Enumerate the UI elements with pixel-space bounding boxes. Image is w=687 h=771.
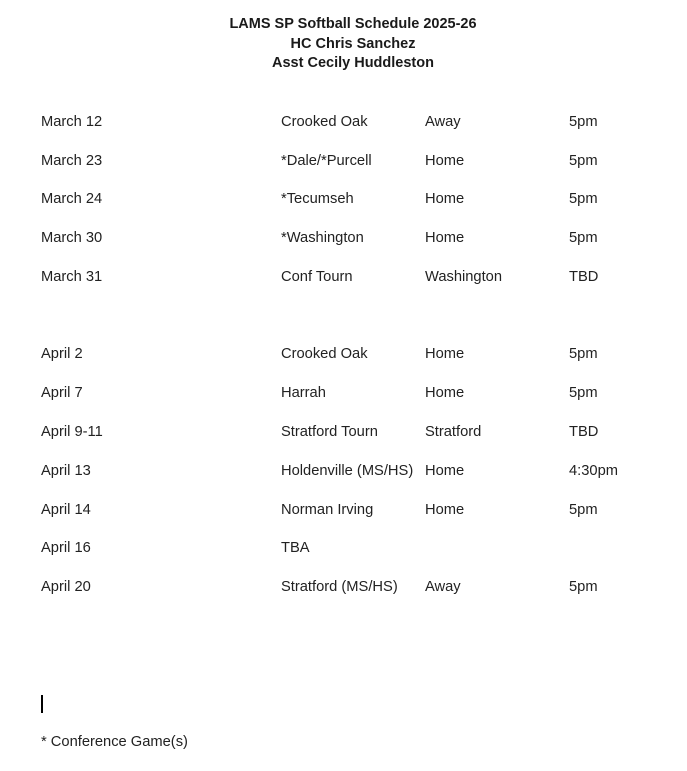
game-location: Home [425,385,465,401]
game-location: Home [425,346,465,362]
game-date: April 9-11 [41,424,103,440]
schedule-row [0,538,687,558]
game-opponent: Stratford (MS/HS) [281,579,398,595]
schedule-row [0,422,687,442]
game-date: March 12 [41,114,103,130]
schedule-row [0,500,687,520]
game-opponent: *Tecumseh [281,191,354,207]
game-opponent: Harrah [281,385,326,401]
game-date: April 16 [41,540,91,556]
schedule-row [0,151,687,171]
schedule-row [0,577,687,597]
game-location: Away [425,579,461,595]
game-date: March 31 [41,269,103,285]
schedule-header [0,15,687,74]
game-location: Washington [425,269,503,285]
schedule-row [0,383,687,403]
schedule-title: LAMS SP Softball Schedule 2025-26 [229,16,477,32]
game-date: April 14 [41,502,91,518]
game-location: Away [425,114,461,130]
game-opponent: Holdenville (MS/HS) [281,463,414,479]
game-location: Home [425,502,465,518]
game-time: 5pm [569,191,598,207]
schedule-row [0,267,687,287]
game-time: 5pm [569,579,598,595]
schedule-row [0,344,687,364]
schedule-row [0,228,687,248]
game-location: Home [425,191,465,207]
game-date: April 20 [41,579,91,595]
schedule-row [0,461,687,481]
game-time: 5pm [569,502,598,518]
head-coach: HC Chris Sanchez [290,35,416,52]
game-date: March 23 [41,153,103,169]
game-time: TBD [569,424,599,440]
game-time: 5pm [569,385,598,401]
game-opponent: Crooked Oak [281,346,368,362]
game-time: 5pm [569,114,598,130]
game-date: April 7 [41,385,83,401]
conference-footnote: * Conference Game(s) [41,734,188,750]
game-time: 4:30pm [569,463,618,479]
game-opponent: TBA [281,540,310,556]
game-location: Home [425,153,465,169]
text-cursor[interactable] [41,695,43,713]
game-location: Home [425,463,465,479]
game-opponent: *Dale/*Purcell [281,153,372,169]
game-time: 5pm [569,346,598,362]
game-time: 5pm [569,153,598,169]
game-date: April 2 [41,346,83,362]
game-location: Home [425,230,465,246]
schedule-row [0,112,687,132]
game-time: TBD [569,269,599,285]
game-opponent: Stratford Tourn [281,424,378,440]
game-location: Stratford [425,424,482,440]
game-opponent: *Washington [281,230,364,246]
game-time: 5pm [569,230,598,246]
game-date: April 13 [41,463,91,479]
game-date: March 30 [41,230,103,246]
game-date: March 24 [41,191,103,207]
game-opponent: Norman Irving [281,502,374,518]
game-opponent: Crooked Oak [281,114,368,130]
schedule-row [0,189,687,209]
game-opponent: Conf Tourn [281,269,353,285]
assistant-coach: Asst Cecily Huddleston [272,55,434,71]
